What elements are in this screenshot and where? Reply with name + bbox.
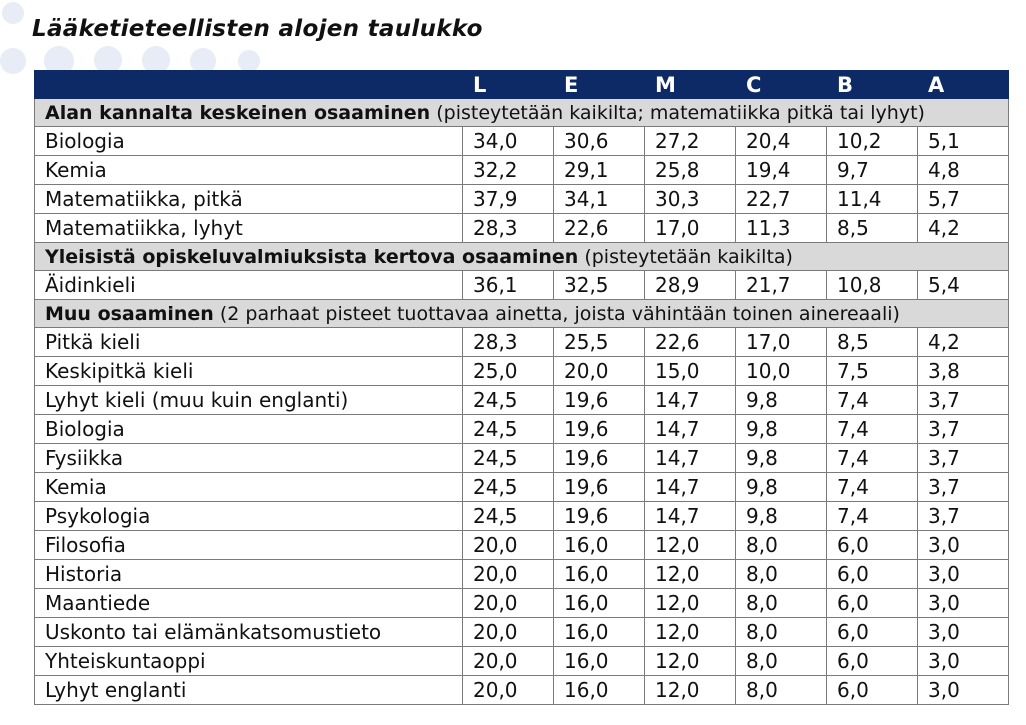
points-cell: 5,1 <box>918 127 1009 156</box>
points-cell: 9,8 <box>736 473 827 502</box>
points-cell: 7,5 <box>827 357 918 386</box>
table-row <box>35 531 1009 560</box>
points-cell: 16,0 <box>554 618 645 647</box>
subject-cell: Biologia <box>35 127 463 156</box>
points-cell: 30,3 <box>645 185 736 214</box>
points-cell: 16,0 <box>554 647 645 676</box>
points-cell: 36,1 <box>463 271 554 300</box>
subject-cell: Historia <box>35 560 463 589</box>
subject-cell: Äidinkieli <box>35 271 463 300</box>
points-cell: 20,0 <box>463 531 554 560</box>
points-cell: 17,0 <box>736 328 827 357</box>
subject-cell: Kemia <box>35 473 463 502</box>
points-table <box>34 70 1009 705</box>
grade-header: M <box>645 71 736 99</box>
points-cell: 20,0 <box>463 589 554 618</box>
table-row <box>35 502 1009 531</box>
points-cell: 4,2 <box>918 328 1009 357</box>
points-cell: 24,5 <box>463 502 554 531</box>
points-cell: 20,0 <box>554 357 645 386</box>
section-header <box>35 243 1009 271</box>
points-cell: 3,0 <box>918 531 1009 560</box>
points-cell: 34,0 <box>463 127 554 156</box>
points-cell: 11,3 <box>736 214 827 243</box>
subject-column-header <box>35 71 463 99</box>
points-cell: 37,9 <box>463 185 554 214</box>
grade-header: E <box>554 71 645 99</box>
subject-cell: Biologia <box>35 415 463 444</box>
points-cell: 3,0 <box>918 647 1009 676</box>
points-cell: 19,6 <box>554 444 645 473</box>
points-cell: 24,5 <box>463 415 554 444</box>
points-cell: 19,6 <box>554 386 645 415</box>
table-row <box>35 386 1009 415</box>
grade-header: C <box>736 71 827 99</box>
table-row <box>35 156 1009 185</box>
points-cell: 16,0 <box>554 676 645 705</box>
points-cell: 3,7 <box>918 473 1009 502</box>
section-note: (2 parhaat pisteet tuottavaa ainetta, joista vähintään toinen ainereaali) <box>213 302 900 325</box>
points-cell: 3,0 <box>918 676 1009 705</box>
decorative-dot <box>2 2 24 24</box>
points-cell: 20,0 <box>463 647 554 676</box>
table-row <box>35 357 1009 386</box>
section-header-row <box>35 300 1009 328</box>
subject-cell: Filosofia <box>35 531 463 560</box>
subject-cell: Matematiikka, pitkä <box>35 185 463 214</box>
points-cell: 20,0 <box>463 560 554 589</box>
points-cell: 20,0 <box>463 618 554 647</box>
points-cell: 3,7 <box>918 444 1009 473</box>
decorative-dot <box>238 50 260 72</box>
points-cell: 15,0 <box>645 357 736 386</box>
points-cell: 17,0 <box>645 214 736 243</box>
points-cell: 6,0 <box>827 560 918 589</box>
points-cell: 19,6 <box>554 502 645 531</box>
points-cell: 3,0 <box>918 589 1009 618</box>
points-cell: 30,6 <box>554 127 645 156</box>
points-cell: 12,0 <box>645 589 736 618</box>
points-cell: 5,4 <box>918 271 1009 300</box>
points-cell: 21,7 <box>736 271 827 300</box>
page-title: Lääketieteellisten alojen taulukko <box>32 16 483 42</box>
points-cell: 5,7 <box>918 185 1009 214</box>
table-row <box>35 473 1009 502</box>
points-cell: 16,0 <box>554 531 645 560</box>
points-cell: 8,0 <box>736 647 827 676</box>
points-cell: 7,4 <box>827 386 918 415</box>
points-cell: 12,0 <box>645 560 736 589</box>
table-row <box>35 560 1009 589</box>
section-header <box>35 99 1009 127</box>
points-cell: 12,0 <box>645 531 736 560</box>
points-cell: 25,5 <box>554 328 645 357</box>
points-cell: 7,4 <box>827 415 918 444</box>
section-title: Alan kannalta keskeinen osaaminen <box>45 101 431 124</box>
points-cell: 3,0 <box>918 618 1009 647</box>
table-row <box>35 676 1009 705</box>
section-note: (pisteytetään kaikilta; matematiikka pitkä tai lyhyt) <box>430 101 925 124</box>
points-cell: 14,7 <box>645 444 736 473</box>
grade-header: A <box>918 71 1009 99</box>
points-cell: 14,7 <box>645 386 736 415</box>
table-row <box>35 271 1009 300</box>
section-note: (pisteytetään kaikilta) <box>578 245 793 268</box>
points-cell: 9,8 <box>736 502 827 531</box>
points-cell: 10,8 <box>827 271 918 300</box>
points-cell: 12,0 <box>645 618 736 647</box>
points-cell: 6,0 <box>827 618 918 647</box>
points-cell: 8,0 <box>736 560 827 589</box>
points-cell: 12,0 <box>645 647 736 676</box>
points-cell: 22,6 <box>554 214 645 243</box>
points-cell: 16,0 <box>554 560 645 589</box>
points-cell: 3,7 <box>918 502 1009 531</box>
subject-cell: Fysiikka <box>35 444 463 473</box>
points-cell: 8,0 <box>736 618 827 647</box>
points-cell: 10,0 <box>736 357 827 386</box>
table-row <box>35 647 1009 676</box>
points-cell: 19,6 <box>554 415 645 444</box>
points-cell: 20,0 <box>463 676 554 705</box>
points-cell: 14,7 <box>645 473 736 502</box>
points-cell: 27,2 <box>645 127 736 156</box>
points-cell: 3,7 <box>918 415 1009 444</box>
table-row <box>35 618 1009 647</box>
points-cell: 25,0 <box>463 357 554 386</box>
points-cell: 8,0 <box>736 676 827 705</box>
subject-cell: Keskipitkä kieli <box>35 357 463 386</box>
points-cell: 28,3 <box>463 214 554 243</box>
points-cell: 9,8 <box>736 444 827 473</box>
points-cell: 7,4 <box>827 473 918 502</box>
subject-cell: Uskonto tai elämänkatsomustieto <box>35 618 463 647</box>
points-cell: 7,4 <box>827 502 918 531</box>
points-cell: 16,0 <box>554 589 645 618</box>
points-cell: 24,5 <box>463 444 554 473</box>
points-cell: 6,0 <box>827 589 918 618</box>
points-cell: 7,4 <box>827 444 918 473</box>
points-cell: 34,1 <box>554 185 645 214</box>
subject-cell: Kemia <box>35 156 463 185</box>
points-cell: 14,7 <box>645 415 736 444</box>
table-row <box>35 444 1009 473</box>
points-cell: 29,1 <box>554 156 645 185</box>
subject-cell: Psykologia <box>35 502 463 531</box>
points-cell: 3,7 <box>918 386 1009 415</box>
subject-cell: Matematiikka, lyhyt <box>35 214 463 243</box>
points-cell: 19,6 <box>554 473 645 502</box>
points-cell: 3,8 <box>918 357 1009 386</box>
section-title: Yleisistä opiskeluvalmiuksista kertova osaaminen <box>45 245 579 268</box>
points-cell: 12,0 <box>645 676 736 705</box>
points-cell: 32,5 <box>554 271 645 300</box>
points-cell: 24,5 <box>463 386 554 415</box>
points-cell: 10,2 <box>827 127 918 156</box>
points-cell: 8,5 <box>827 328 918 357</box>
grade-header: B <box>827 71 918 99</box>
points-cell: 6,0 <box>827 676 918 705</box>
points-cell: 9,8 <box>736 386 827 415</box>
points-cell: 8,0 <box>736 531 827 560</box>
subject-cell: Lyhyt kieli (muu kuin englanti) <box>35 386 463 415</box>
table-row <box>35 127 1009 156</box>
decorative-dot <box>0 48 26 74</box>
table-row <box>35 328 1009 357</box>
points-cell: 6,0 <box>827 647 918 676</box>
points-cell: 22,6 <box>645 328 736 357</box>
points-cell: 24,5 <box>463 473 554 502</box>
points-cell: 11,4 <box>827 185 918 214</box>
points-cell: 3,0 <box>918 560 1009 589</box>
table-row <box>35 589 1009 618</box>
points-cell: 19,4 <box>736 156 827 185</box>
subject-cell: Lyhyt englanti <box>35 676 463 705</box>
points-cell: 14,7 <box>645 502 736 531</box>
section-header-row <box>35 243 1009 271</box>
section-header-row <box>35 99 1009 127</box>
subject-cell: Pitkä kieli <box>35 328 463 357</box>
points-cell: 4,8 <box>918 156 1009 185</box>
table-body <box>35 99 1009 705</box>
points-cell: 25,8 <box>645 156 736 185</box>
table-row <box>35 214 1009 243</box>
section-header <box>35 300 1009 328</box>
points-cell: 28,9 <box>645 271 736 300</box>
table-row <box>35 415 1009 444</box>
subject-cell: Maantiede <box>35 589 463 618</box>
points-cell: 4,2 <box>918 214 1009 243</box>
points-cell: 6,0 <box>827 531 918 560</box>
points-cell: 8,0 <box>736 589 827 618</box>
table-row <box>35 185 1009 214</box>
grade-header: L <box>463 71 554 99</box>
points-cell: 22,7 <box>736 185 827 214</box>
section-title: Muu osaaminen <box>45 302 214 325</box>
points-cell: 28,3 <box>463 328 554 357</box>
grade-header-row <box>35 71 1009 99</box>
points-cell: 8,5 <box>827 214 918 243</box>
points-cell: 9,7 <box>827 156 918 185</box>
points-cell: 20,4 <box>736 127 827 156</box>
subject-cell: Yhteiskuntaoppi <box>35 647 463 676</box>
points-cell: 32,2 <box>463 156 554 185</box>
points-cell: 9,8 <box>736 415 827 444</box>
